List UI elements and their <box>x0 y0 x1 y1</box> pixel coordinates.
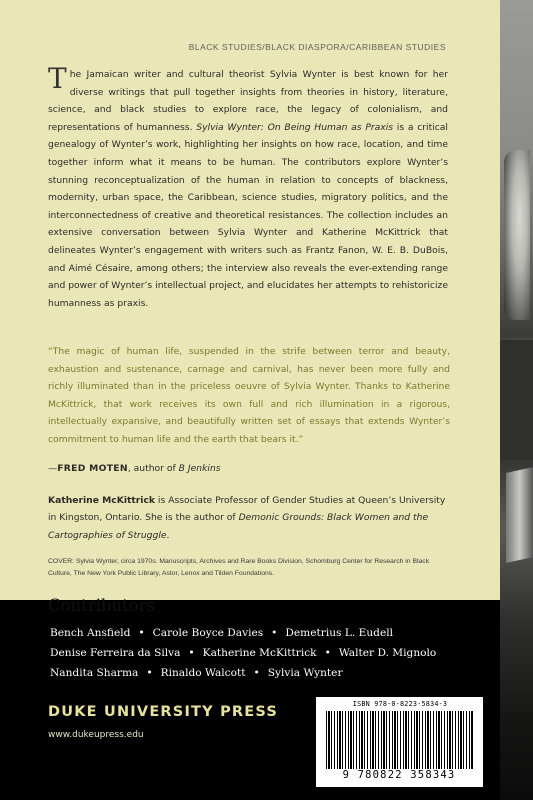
barcode-number: 9 780822 358343 <box>342 769 456 781</box>
endorser-book: B Jenkins <box>178 463 221 474</box>
subject-category: BLACK STUDIES/BLACK DIASPORA/CARIBBEAN STUDIES <box>188 42 446 52</box>
contributors-heading: Contributors <box>48 596 156 615</box>
separator: • <box>146 667 153 679</box>
isbn-text: ISBN 978-0-8223-5834-3 <box>352 700 448 708</box>
attribution-connector: , author of <box>127 463 179 474</box>
contributors-row-2 <box>50 647 470 659</box>
contributor-name: Denise Ferreira da Silva <box>50 647 181 659</box>
description-part-1: he Jamaican writer and cultural theorist Sylvia Wynter is best known for her diverse writings that pull together insights from theories in history, literature, science, and black studies to explore race, the legacy of colonialism, and representations of humanness. <box>48 69 448 133</box>
drop-cap: T <box>48 62 67 95</box>
publisher-name: DUKE UNIVERSITY PRESS <box>48 704 279 720</box>
barcode-bars <box>326 711 474 769</box>
editor-book: Demonic Grounds: Black Women and the Cartographies of Struggle <box>48 512 429 541</box>
portrait-fragment <box>504 150 530 320</box>
description-part-2: is a critical genealogy of Wynter’s work, highlighting her insights on how race, location, and time together inform what it means to be human. The contributors explore Wynter’s stunning reconceptualization of the human in relation to concepts of blackness, modernity, urban space, the Caribbean, science studies, migratory politics, and the interconnectedness of creative and theoretical resistances. The collection includes an extensive conversation between Sylvia Wynter and Katherine McKittrick that delineates Wynter’s engagement with writers such as Frantz Fanon, W. E. B. DuBois, and Aimé Césaire, among others; the interview also reveals the ever-extending range and power of Wynter’s intellectual project, and elucidates her attempts to rehistoricize humanness as praxis. <box>48 121 449 309</box>
contributor-name: Walter D. Mignolo <box>338 647 437 659</box>
photo-highlight <box>506 467 533 563</box>
separator: • <box>253 667 260 679</box>
attribution-dash: — <box>48 463 58 474</box>
contributor-name: Nandita Sharma <box>50 667 139 679</box>
cover-credit: COVER: Sylvia Wynter, circa 1970s. Manuscripts, Archives and Rare Books Division, Schomburg Center for Research in Black Culture, The New York Public Library, Astor, Lenox and Tilden Foundations. <box>48 558 430 577</box>
contributors-row-3 <box>50 667 470 679</box>
separator: • <box>271 627 278 639</box>
contributor-name: Sylvia Wynter <box>267 667 343 679</box>
contributor-name: Rinaldo Walcott <box>160 667 246 679</box>
contributor-name: Katherine McKittrick <box>202 647 317 659</box>
endorsement-attribution <box>48 463 221 474</box>
book-description <box>48 62 449 312</box>
separator: • <box>138 627 145 639</box>
cover-photo-strip <box>500 0 533 800</box>
editor-name: Katherine McKittrick <box>48 495 156 506</box>
endorsement-quote: “The magic of human life, suspended in the strife between terror and beauty, exhaustion and sustenance, carnage and carnival, has never been more fully and richly illuminated than in the priceless oeuvre of Sylvia Wynter. Thanks to Katherine McKittrick, that work receives its own full and rich illumination in a rigorous, intellectually expansive, and beautifully written set of essays that extends Wynter’s commitment to human life and the earth that bears it.” <box>48 346 450 445</box>
contributor-name: Demetrius L. Eudell <box>285 627 393 639</box>
contributor-name: Carole Boyce Davies <box>152 627 264 639</box>
editor-bio-end: . <box>166 529 170 541</box>
editor-bio-text: is Associate Professor of Gender Studies at Queen’s University in Kingston, Ontario. She is the author of <box>48 495 446 524</box>
endorser-name: FRED MOTEN <box>57 463 128 474</box>
contributor-name: Bench Ansfield <box>50 627 131 639</box>
separator: • <box>324 647 331 659</box>
separator: • <box>188 647 195 659</box>
photo-shadow <box>500 340 533 460</box>
isbn-barcode <box>316 697 483 787</box>
book-title: Sylvia Wynter: On Being Human as Praxis <box>196 121 394 133</box>
contributors-row-1 <box>50 627 470 639</box>
editor-bio <box>48 492 448 544</box>
publisher-url[interactable]: www.dukeupress.edu <box>48 730 144 740</box>
